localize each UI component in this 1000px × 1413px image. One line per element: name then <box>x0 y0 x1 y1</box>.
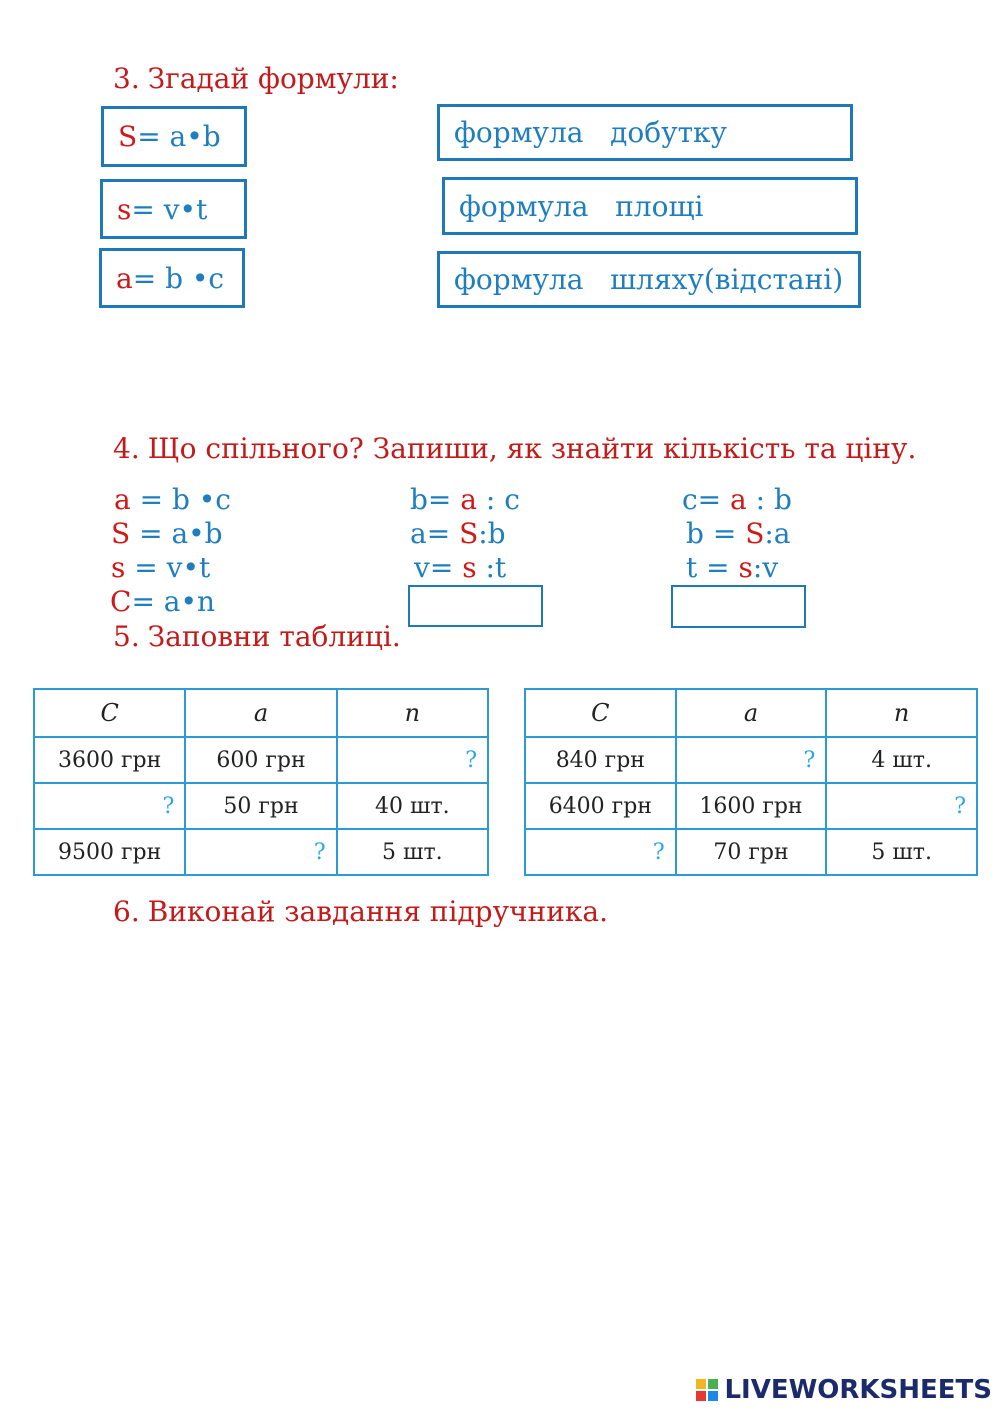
formula-lhs: C <box>110 585 132 618</box>
section-number: 5. <box>113 620 140 653</box>
formula-row <box>111 551 210 584</box>
table-cell: 6400 грн <box>525 783 676 829</box>
table-header-row <box>34 689 488 737</box>
formula-rhs: = v•t <box>131 192 208 226</box>
formula-pre: c= <box>682 483 731 516</box>
formula-row <box>111 517 223 550</box>
formula-rhs: = a•b <box>137 120 221 153</box>
answer-cell[interactable]: ? <box>826 783 977 829</box>
formula-post: :a <box>764 517 791 550</box>
answer-input-price[interactable] <box>671 585 806 628</box>
header-cell: C <box>34 689 185 737</box>
formula-red-part: S <box>459 517 479 550</box>
answer-input-quantity[interactable] <box>408 585 543 627</box>
section-number: 6. <box>113 895 140 928</box>
section-title: Що спільного? Запиши, як знайти кількість та ціну. <box>147 432 917 465</box>
header-cell: n <box>337 689 488 737</box>
formula-rhs: = v•t <box>125 551 211 584</box>
logo-square <box>696 1379 706 1389</box>
table-cell: 50 грн <box>185 783 336 829</box>
formula-pre: b = <box>686 517 746 550</box>
section-title: Заповни таблиці. <box>147 620 401 653</box>
table-row <box>525 783 977 829</box>
header-cell: C <box>525 689 676 737</box>
header-cell: a <box>185 689 336 737</box>
logo-square <box>696 1391 706 1401</box>
formula-lhs: s <box>111 551 126 584</box>
table-row <box>525 737 977 783</box>
formula-pre: b= <box>410 483 461 516</box>
formula-post: : c <box>477 483 520 516</box>
header-cell: n <box>826 689 977 737</box>
answer-cell[interactable]: ? <box>525 829 676 875</box>
liveworksheets-logo <box>696 1375 992 1405</box>
formula-name-area[interactable] <box>442 177 858 235</box>
formula-row <box>686 517 791 550</box>
table-header-row <box>525 689 977 737</box>
table-cell: 1600 грн <box>676 783 827 829</box>
table-cell: 840 грн <box>525 737 676 783</box>
formula-row <box>410 517 506 550</box>
formula-post: : b <box>746 483 792 516</box>
section-3-heading <box>113 62 399 95</box>
formula-rhs: = a•n <box>131 585 216 618</box>
header-cell: a <box>676 689 827 737</box>
table-cell: 600 грн <box>185 737 336 783</box>
section-title: Згадай формули: <box>147 62 399 95</box>
table-row <box>34 737 488 783</box>
fill-table-2 <box>524 688 978 876</box>
table-cell: 9500 грн <box>34 829 185 875</box>
formula-row <box>114 483 231 516</box>
formula-rhs: = a•b <box>130 517 223 550</box>
formula-row <box>682 483 792 516</box>
formula-lhs: s <box>117 192 132 226</box>
formula-card-distance[interactable] <box>100 179 247 239</box>
formula-name-label: формула шляху(відстані) <box>454 263 844 296</box>
section-5-heading <box>113 620 401 653</box>
formula-card-product[interactable] <box>99 248 245 308</box>
fill-table-1 <box>33 688 489 876</box>
answer-cell[interactable]: ? <box>337 737 488 783</box>
formula-post: :b <box>478 517 506 550</box>
section-number: 4. <box>113 432 140 465</box>
formula-red-part: a <box>730 483 747 516</box>
table-cell: 4 шт. <box>826 737 977 783</box>
formula-red-part: s <box>462 551 477 584</box>
section-4-heading <box>113 432 916 465</box>
logo-icon <box>696 1379 718 1401</box>
logo-text: LIVEWORKSHEETS <box>724 1375 992 1405</box>
table-cell: 5 шт. <box>337 829 488 875</box>
formula-row <box>110 585 215 618</box>
formula-name-distance[interactable] <box>437 251 861 308</box>
formula-post: :t <box>476 551 507 584</box>
formula-row <box>414 551 506 584</box>
formula-row <box>410 483 520 516</box>
formula-pre: t = <box>686 551 739 584</box>
formula-lhs: S <box>111 517 131 550</box>
formula-row <box>686 551 778 584</box>
section-number: 3. <box>113 62 140 95</box>
table-row <box>34 783 488 829</box>
answer-cell[interactable]: ? <box>34 783 185 829</box>
answer-cell[interactable]: ? <box>676 737 827 783</box>
logo-square <box>708 1391 718 1401</box>
formula-post: :v <box>752 551 779 584</box>
answer-cell[interactable]: ? <box>185 829 336 875</box>
formula-card-area[interactable] <box>101 106 247 167</box>
formula-pre: a= <box>410 517 460 550</box>
formula-lhs: a <box>116 261 133 295</box>
formula-lhs: S <box>118 120 138 153</box>
table-row <box>525 829 977 875</box>
table-cell: 40 шт. <box>337 783 488 829</box>
formula-pre: v= <box>414 551 463 584</box>
formula-rhs: = b •c <box>132 261 225 295</box>
section-title: Виконай завдання підручника. <box>147 895 608 928</box>
formula-name-label: формула площі <box>459 189 704 223</box>
section-6-heading <box>113 895 608 928</box>
formula-red-part: s <box>738 551 753 584</box>
formula-red-part: a <box>460 483 477 516</box>
formula-lhs: a <box>114 483 131 516</box>
formula-name-label: формула добутку <box>454 116 728 149</box>
table-cell: 3600 грн <box>34 737 185 783</box>
table-cell: 5 шт. <box>826 829 977 875</box>
formula-red-part: S <box>745 517 765 550</box>
logo-square <box>708 1379 718 1389</box>
formula-name-product[interactable] <box>437 104 853 161</box>
table-cell: 70 грн <box>676 829 827 875</box>
table-row <box>34 829 488 875</box>
formula-rhs: = b •c <box>130 483 231 516</box>
